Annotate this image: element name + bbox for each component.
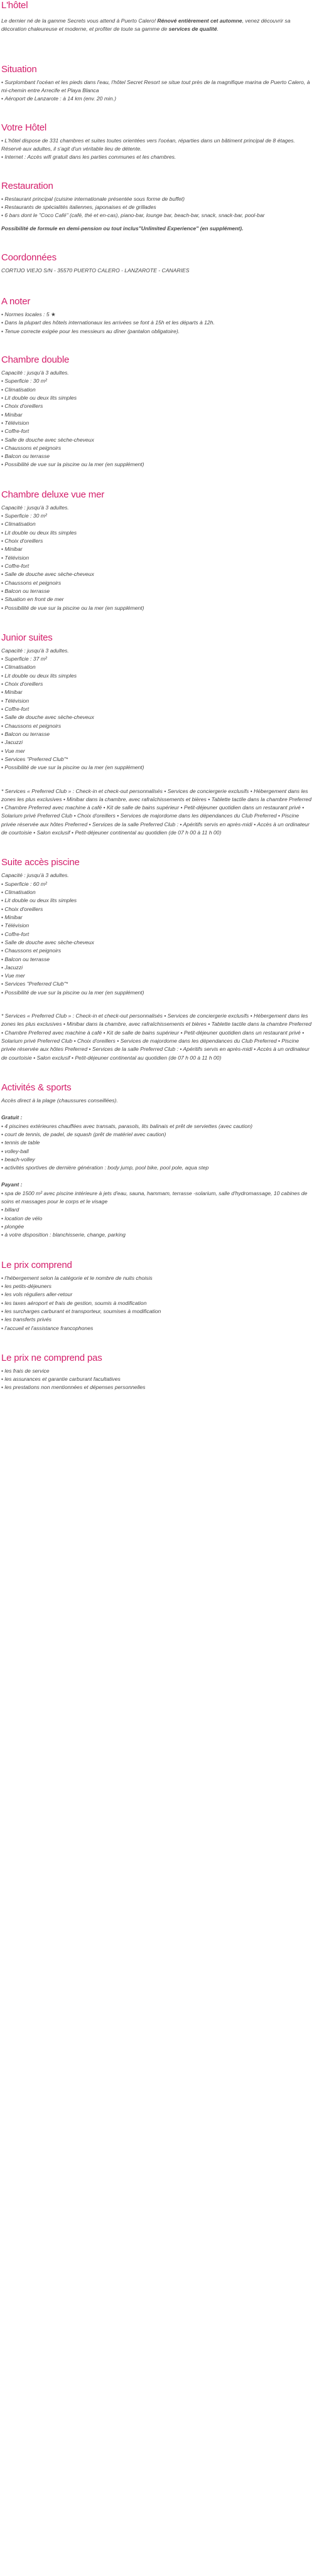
list-item: • Choix d'oreillers — [1, 680, 313, 688]
list-item: • Superficie : 60 m² — [1, 880, 313, 888]
paid-label: Payant : — [1, 1181, 23, 1188]
list-item: • Lit double ou deux lits simples — [1, 529, 313, 537]
list-item: • Services "Preferred Club"* — [1, 980, 313, 988]
list-item: • 4 piscines extérieures chauffées avec transats, parasols, lits balinais et prêt de serviettes (avec caution) — [1, 1122, 313, 1131]
list-item: • Restaurants de spécialités italiennes, japonaises et de grillades — [1, 203, 313, 211]
section-title-restauration: Restauration — [1, 180, 53, 191]
list-item: • Climatisation — [1, 888, 313, 897]
section-hotel — [1, 0, 313, 34]
list-item: • Superficie : 30 m² — [1, 377, 313, 385]
list-item: • Jacuzzi — [1, 738, 313, 747]
section-junior-suites — [1, 632, 313, 838]
list-item: • Minibar — [1, 411, 313, 419]
prix-ne-comprend-list — [1, 1367, 313, 1392]
list-item: • Balcon ou terrasse — [1, 955, 313, 964]
list-item: • Services "Preferred Club"* — [1, 755, 313, 764]
restauration-note: Possibilité de formule en demi-pension ou tout inclus"Unlimited Experience" (en supplément). — [1, 225, 244, 232]
list-item: • Possibilité de vue sur la piscine ou la mer (en supplément) — [1, 604, 313, 612]
list-item: • les frais de service — [1, 1367, 313, 1375]
list-item: • Choix d'oreillers — [1, 905, 313, 913]
list-item: • Chaussons et peignoirs — [1, 947, 313, 955]
section-a-noter — [1, 296, 313, 336]
a-noter-list — [1, 311, 313, 336]
list-item: • Minibar — [1, 545, 313, 553]
list-item: • 6 bars dont le "Coco Café" (café, thé et en-cas), piano-bar, lounge bar, beach-bar, snack, snack-bar, pool-bar — [1, 211, 313, 220]
list-item: • à votre disposition : blanchisserie, change, parking — [1, 1231, 313, 1239]
capacity: Capacité : jusqu'à 3 adultes. — [1, 370, 69, 376]
situation-list — [1, 78, 313, 104]
paid-activities-list — [1, 1190, 313, 1240]
address: CORTIJO VIEJO S/N - 35570 PUERTO CALERO - LANZAROTE - CANARIES — [1, 267, 190, 274]
list-item: • tennis de table — [1, 1139, 313, 1147]
section-chambre-deluxe — [1, 489, 313, 612]
list-item: • Salle de douche avec sèche-cheveux — [1, 436, 313, 444]
section-title-activites: Activités & sports — [1, 1082, 72, 1093]
list-item: • Lit double ou deux lits simples — [1, 897, 313, 905]
list-item: • activités sportives de dernière génération : body jump, pool bike, pool pole, aqua step — [1, 1164, 313, 1172]
section-title-votre-hotel: Votre Hôtel — [1, 122, 47, 133]
capacity: Capacité : jusqu'à 3 adultes. — [1, 647, 69, 654]
list-item: • Normes locales : 5 ★ — [1, 311, 313, 319]
list-item: • Minibar — [1, 913, 313, 922]
free-activities-list — [1, 1122, 313, 1173]
list-item: • les petits-déjeuners — [1, 1282, 313, 1291]
section-situation — [1, 64, 313, 104]
list-item: • beach-volley — [1, 1156, 313, 1164]
hotel-intro: Le dernier né de la gamme Secrets vous attend à Puerto Calero! Rénové entièrement cet automne, venez découvrir sa décoration chaleureuse et moderne, et profiter de toute sa gamme de services de qualité. — [1, 18, 291, 33]
list-item: • Possibilité de vue sur la piscine ou la mer (en supplément) — [1, 989, 313, 997]
section-activites — [1, 1082, 313, 1240]
list-item: • Coffre-fort — [1, 930, 313, 939]
junior-suites-list — [1, 655, 313, 772]
capacity: Capacité : jusqu'à 3 adultes. — [1, 872, 69, 879]
list-item: • Chaussons et peignoirs — [1, 579, 313, 587]
list-item: • Balcon ou terrasse — [1, 587, 313, 595]
list-item: • Vue mer — [1, 747, 313, 755]
suite-acces-piscine-list — [1, 880, 313, 997]
activites-intro: Accès direct à la plage (chaussures conseillées). — [1, 1097, 118, 1104]
list-item: • Climatisation — [1, 386, 313, 394]
capacity: Capacité : jusqu'à 3 adultes. — [1, 504, 69, 511]
list-item: • spa de 1500 m² avec piscine intérieure à jets d'eau, sauna, hammam, terrasse -solarium, salle d'hydromassage, 10 cabines de soins et massages pour le corps et le visage — [1, 1190, 313, 1206]
preferred-club-footnote: * Services « Preferred Club » : Check-in et check-out personnalisés • Services de conciergerie exclusifs • Hébergement dans les zones les plus exclusives • Minibar dans la chambre, avec rafraîchissements et bières • Tablette tactile dans la chambre Preferred • Chambre Preferred avec machine à café • Kit de salle de bains supérieur • Petit-déjeuner quotidien dans un restaurant privé • Solarium privé Preferred Club • Choix d'oreillers • Services de majordome dans les dépendances du Club Preferred • Piscine privée réservée aux hôtes Preferred • Services de la salle Preferred Club : • Apéritifs servis en après-midi • Accès à un ordinateur de courtoisie • Salon exclusif • Petit-déjeuner continental au quotidien (de 07 h 00 à 11 h 00) — [1, 787, 311, 836]
list-item: • Chaussons et peignoirs — [1, 722, 313, 730]
list-item: • plongée — [1, 1223, 313, 1231]
list-item: • Restaurant principal (cuisine internationale présentée sous forme de buffet) — [1, 195, 313, 203]
list-item: • les prestations non mentionnées et dépenses personnelles — [1, 1383, 313, 1392]
votre-hotel-list — [1, 137, 313, 162]
list-item: • Vue mer — [1, 972, 313, 980]
section-title-coordonnees: Coordonnées — [1, 252, 57, 263]
section-title-situation: Situation — [1, 63, 37, 75]
list-item: • Possibilité de vue sur la piscine ou la mer (en supplément) — [1, 460, 313, 469]
list-item: • Coffre-fort — [1, 427, 313, 435]
list-item: • Coffre-fort — [1, 562, 313, 570]
list-item: • Chaussons et peignoirs — [1, 444, 313, 452]
list-item: • court de tennis, de padel, de squash (prêt de matériel avec caution) — [1, 1131, 313, 1139]
list-item: • Lit double ou deux lits simples — [1, 672, 313, 680]
list-item: • les taxes aéroport et frais de gestion, soumis à modification — [1, 1299, 313, 1307]
section-chambre-double — [1, 354, 313, 469]
list-item: • Superficie : 30 m² — [1, 512, 313, 520]
list-item: • Minibar — [1, 688, 313, 696]
list-item: • les transferts privés — [1, 1316, 313, 1324]
free-label: Gratuit : — [1, 1114, 23, 1121]
list-item: • Salle de douche avec sèche-cheveux — [1, 939, 313, 947]
list-item: • Climatisation — [1, 663, 313, 671]
section-suite-acces-piscine — [1, 857, 313, 1062]
section-votre-hotel — [1, 122, 313, 162]
section-title-chambre-double: Chambre double — [1, 354, 70, 365]
section-coordonnees — [1, 252, 313, 275]
list-item: • Lit double ou deux lits simples — [1, 394, 313, 402]
section-title-prix-ne-comprend: Le prix ne comprend pas — [1, 1352, 102, 1363]
list-item: • l'hébergement selon la catégorie et le nombre de nuits choisis — [1, 1274, 313, 1282]
list-item: • Choix d'oreillers — [1, 402, 313, 410]
section-prix-comprend — [1, 1260, 313, 1333]
list-item: • Surplombant l'océan et les pieds dans l'eau, l'hôtel Secret Resort se situe tout près de la magnifique marina de Puerto Calero, à mi-chemin entre Arrecife et Playa Blanca — [1, 78, 313, 95]
list-item: • Choix d'oreillers — [1, 537, 313, 545]
list-item: • location de vélo — [1, 1215, 313, 1223]
list-item: • Salle de douche avec sèche-cheveux — [1, 570, 313, 578]
list-item: • Superficie : 37 m² — [1, 655, 313, 663]
prix-comprend-list — [1, 1274, 313, 1333]
list-item: • Tenue correcte exigée pour les messieurs au dîner (pantalon obligatoire). — [1, 327, 313, 336]
list-item: • Coffre-fort — [1, 705, 313, 713]
section-title-junior-suites: Junior suites — [1, 632, 53, 643]
list-item: • Jacuzzi — [1, 964, 313, 972]
restauration-list — [1, 195, 313, 220]
list-item: • Possibilité de vue sur la piscine ou la mer (en supplément) — [1, 764, 313, 772]
list-item: • l'accueil et l'assistance francophones — [1, 1324, 313, 1333]
list-item: • Climatisation — [1, 520, 313, 528]
section-title-suite-acces-piscine: Suite accès piscine — [1, 857, 80, 868]
list-item: • Dans la plupart des hôtels internationaux les arrivées se font à 15h et les départs à 12h. — [1, 319, 313, 327]
list-item: • les surcharges carburant et transporteur, soumises à modification — [1, 1307, 313, 1316]
section-title-a-noter: A noter — [1, 296, 31, 307]
list-item: • volley-ball — [1, 1147, 313, 1156]
list-item: • L'hôtel dispose de 331 chambres et suites toutes orientées vers l'océan, réparties dans un bâtiment principal de 8 étages. Réservé aux adultes, il s'agit d'un véritable lieu de détente. — [1, 137, 313, 154]
list-item: • Télévision — [1, 419, 313, 427]
list-item: • les assurances et garantie carburant facultatives — [1, 1375, 313, 1383]
section-title-prix-comprend: Le prix comprend — [1, 1259, 72, 1270]
list-item: • Balcon ou terrasse — [1, 730, 313, 738]
preferred-club-footnote: * Services « Preferred Club » : Check-in et check-out personnalisés • Services de conciergerie exclusifs • Hébergement dans les zones les plus exclusives • Minibar dans la chambre, avec rafraîchissements et bières • Tablette tactile dans la chambre Preferred • Chambre Preferred avec machine à café • Kit de salle de bains supérieur • Petit-déjeuner quotidien dans un restaurant privé • Solarium privé Preferred Club • Choix d'oreillers • Services de majordome dans les dépendances du Club Preferred • Piscine privée réservée aux hôtes Preferred • Services de la salle Preferred Club : • Apéritifs servis en après-midi • Accès à un ordinateur de courtoisie • Salon exclusif • Petit-déjeuner continental au quotidien (de 07 h 00 à 11 h 00) — [1, 1013, 311, 1061]
section-title-hotel: L'hôtel — [1, 0, 28, 11]
chambre-double-list — [1, 377, 313, 469]
section-restauration — [1, 181, 313, 233]
list-item: • Balcon ou terrasse — [1, 452, 313, 460]
section-prix-ne-comprend — [1, 1353, 313, 1392]
list-item: • Internet : Accès wifi gratuit dans les parties communes et les chambres. — [1, 153, 313, 161]
chambre-deluxe-list — [1, 512, 313, 612]
list-item: • Salle de douche avec sèche-cheveux — [1, 713, 313, 721]
section-title-chambre-deluxe: Chambre deluxe vue mer — [1, 489, 105, 500]
list-item: • Situation en front de mer — [1, 595, 313, 604]
list-item: • Télévision — [1, 554, 313, 562]
list-item: • Télévision — [1, 922, 313, 930]
list-item: • Aéroport de Lanzarote : à 14 km (env. 20 min.) — [1, 95, 313, 103]
list-item: • Télévision — [1, 697, 313, 705]
list-item: • les vols réguliers aller-retour — [1, 1291, 313, 1299]
list-item: • billard — [1, 1206, 313, 1214]
